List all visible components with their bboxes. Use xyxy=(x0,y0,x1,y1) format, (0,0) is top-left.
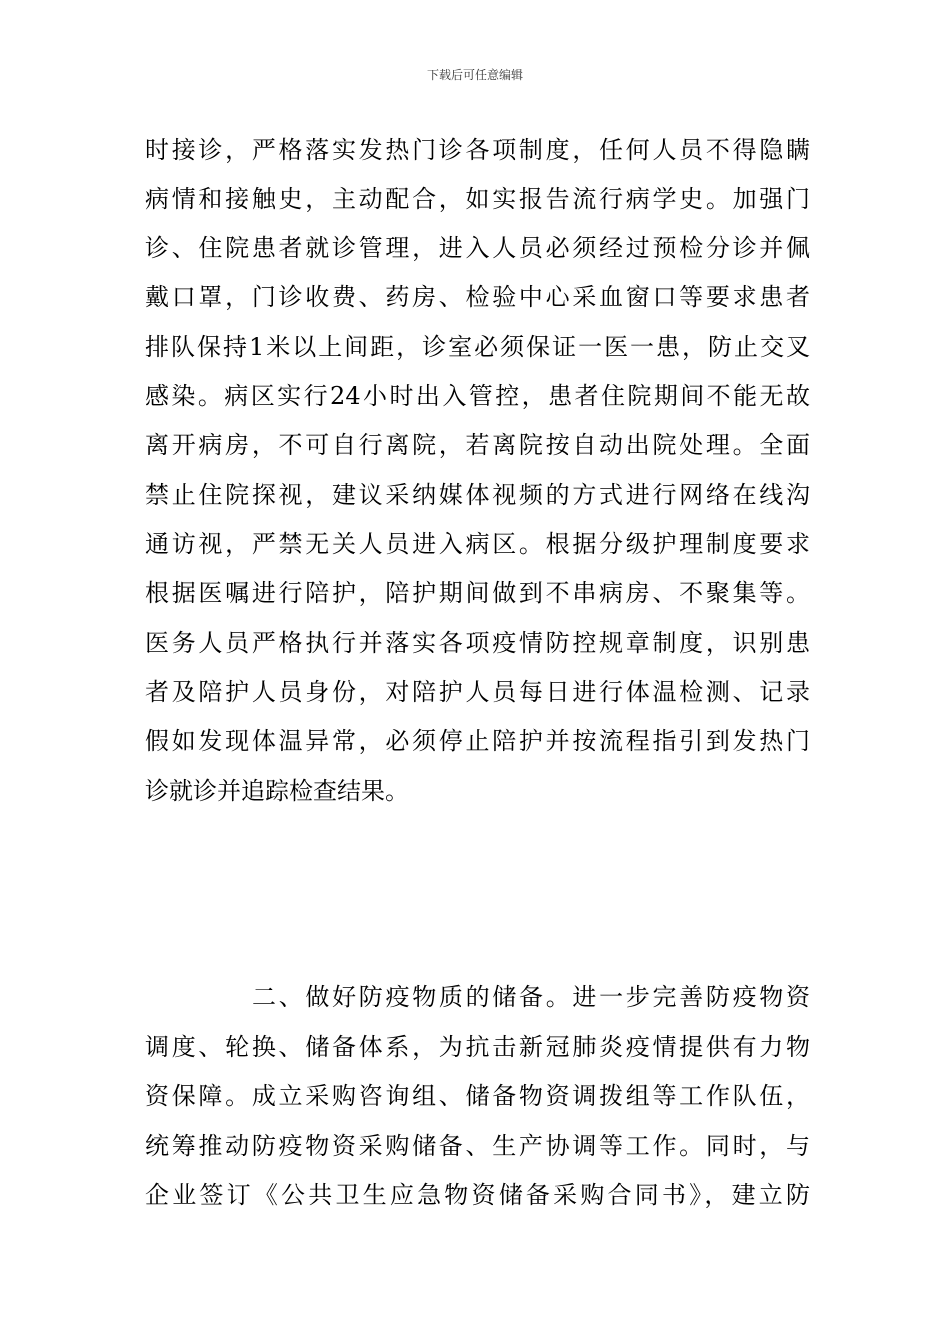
paragraph-line: 资保障。成立采购咨询组、储备物资调拨组等工作队伍， xyxy=(145,1082,810,1110)
paragraph-line: 时接诊，严格落实发热门诊各项制度，任何人员不得隐瞒 xyxy=(145,136,810,164)
paragraph-line: 调度、轮换、储备体系，为抗击新冠肺炎疫情提供有力物 xyxy=(145,1033,810,1061)
paragraph-line: 离开病房，不可自行离院，若离院按自动出院处理。全面 xyxy=(145,431,810,459)
paragraph-line: 通访视，严禁无关人员进入病区。根据分级护理制度要求 xyxy=(145,530,810,558)
paragraph-line: 根据医嘱进行陪护，陪护期间做到不串病房、不聚集等。 xyxy=(145,579,810,607)
paragraph-line: 企业签订《公共卫生应急物资储备采购合同书》，建立防 xyxy=(145,1181,810,1209)
paragraph-line: 感染。病区实行24小时出入管控，患者住院期间不能无故 xyxy=(145,382,810,410)
paragraph-line: 戴口罩，门诊收费、药房、检验中心采血窗口等要求患者 xyxy=(145,283,810,311)
paragraph-line: 诊、住院患者就诊管理，进入人员必须经过预检分诊并佩 xyxy=(145,234,810,262)
paragraph-line: 统筹推动防疫物资采购储备、生产协调等工作。同时，与 xyxy=(145,1132,810,1160)
page-header: 下载后可任意编辑 xyxy=(426,68,523,82)
paragraph-line: 禁止住院探视，建议采纳媒体视频的方式进行网络在线沟 xyxy=(145,481,810,509)
paragraph-line: 假如发现体温异常，必须停止陪护并按流程指引到发热门 xyxy=(145,727,810,755)
paragraph-line: 病情和接触史，主动配合，如实报告流行病学史。加强门 xyxy=(145,185,810,213)
paragraph-line: 二、做好防疫物质的储备。进一步完善防疫物资 xyxy=(252,983,810,1011)
paragraph-line: 诊就诊并追踪检查结果。 xyxy=(145,777,409,805)
paragraph-line: 医务人员严格执行并落实各项疫情防控规章制度，识别患 xyxy=(145,629,810,657)
paragraph-line: 排队保持1米以上间距，诊室必须保证一医一患，防止交叉 xyxy=(145,333,810,361)
paragraph-line: 者及陪护人员身份，对陪护人员每日进行体温检测、记录 xyxy=(145,678,810,706)
